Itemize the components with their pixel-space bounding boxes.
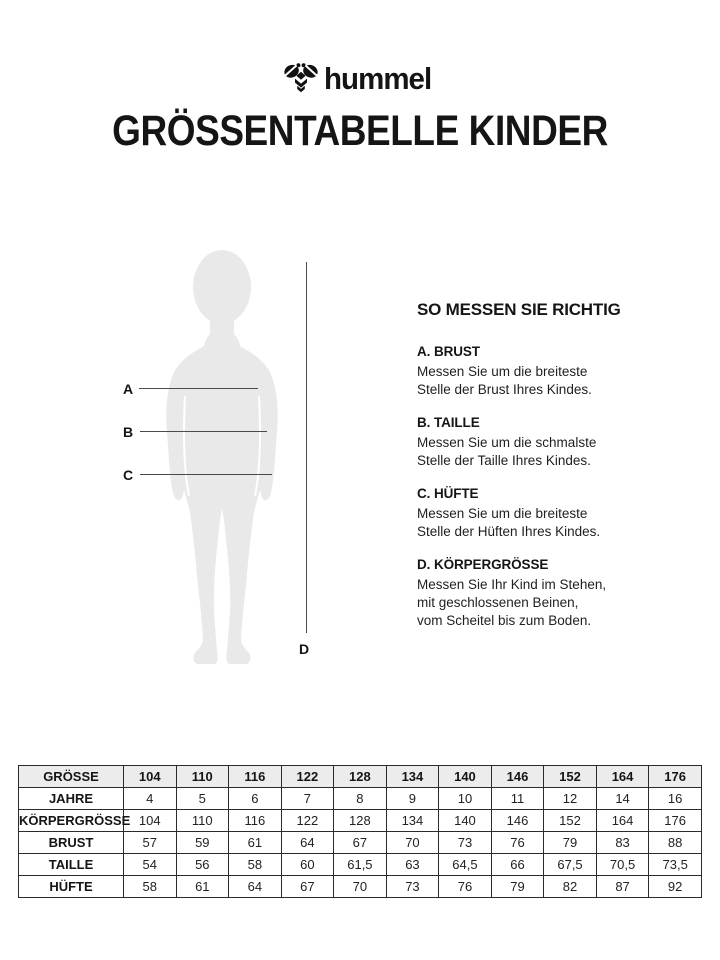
- instruction-line: Messen Sie Ihr Kind im Stehen,: [417, 577, 607, 592]
- size-table: [18, 765, 702, 898]
- child-silhouette-figure: [156, 246, 296, 675]
- instruction-item: [417, 344, 632, 399]
- table-row: [19, 876, 702, 898]
- size-cell: 7: [281, 788, 334, 810]
- size-cell: 82: [544, 876, 597, 898]
- size-cell: 152: [544, 810, 597, 832]
- size-cell: 6: [229, 788, 282, 810]
- size-cell: 64: [229, 876, 282, 898]
- size-cell: 110: [176, 766, 229, 788]
- size-cell: 110: [176, 810, 229, 832]
- size-cell: 146: [491, 810, 544, 832]
- size-cell: 134: [386, 810, 439, 832]
- size-cell: 70: [334, 876, 387, 898]
- size-cell: 61,5: [334, 854, 387, 876]
- size-cell: 73: [386, 876, 439, 898]
- size-cell: 122: [281, 810, 334, 832]
- size-cell: 66: [491, 854, 544, 876]
- size-cell: 8: [334, 788, 387, 810]
- size-cell: 76: [439, 876, 492, 898]
- marker-label-a: A: [123, 381, 134, 397]
- size-cell: 92: [649, 876, 702, 898]
- row-label: TAILLE: [19, 854, 124, 876]
- size-cell: 128: [334, 766, 387, 788]
- instructions-heading: SO MESSEN SIE RICHTIG: [417, 300, 621, 319]
- size-cell: 64: [281, 832, 334, 854]
- row-label: JAHRE: [19, 788, 124, 810]
- size-cell: 88: [649, 832, 702, 854]
- size-cell: 140: [439, 810, 492, 832]
- instruction-line: Messen Sie um die breiteste: [417, 364, 588, 379]
- size-cell: 176: [649, 766, 702, 788]
- size-cell: 12: [544, 788, 597, 810]
- size-cell: 60: [281, 854, 334, 876]
- height-measure-line: [306, 262, 307, 633]
- size-cell: 73: [439, 832, 492, 854]
- size-cell: 146: [491, 766, 544, 788]
- instruction-label: C. HÜFTE: [417, 486, 479, 501]
- size-cell: 61: [176, 876, 229, 898]
- instruction-item: [417, 415, 632, 470]
- size-cell: 83: [596, 832, 649, 854]
- size-cell: 9: [386, 788, 439, 810]
- table-row: [19, 854, 702, 876]
- size-cell: 5: [176, 788, 229, 810]
- instruction-item: [417, 557, 632, 630]
- instruction-line: Stelle der Brust Ihres Kindes.: [417, 382, 592, 397]
- size-cell: 61: [229, 832, 282, 854]
- marker-label-b: B: [123, 424, 134, 440]
- instruction-label: B. TAILLE: [417, 415, 480, 430]
- chest-measure-line: [139, 388, 258, 389]
- size-cell: 10: [439, 788, 492, 810]
- size-cell: 104: [124, 810, 177, 832]
- hip-measure-line: [140, 474, 272, 475]
- table-row: [19, 788, 702, 810]
- brand-wordmark: hummel: [323, 60, 431, 96]
- size-cell: 11: [491, 788, 544, 810]
- table-row: [19, 766, 702, 788]
- brand-logo: [0, 62, 720, 94]
- row-label: GRÖSSE: [19, 766, 124, 788]
- size-cell: 16: [649, 788, 702, 810]
- size-cell: 87: [596, 876, 649, 898]
- size-cell: 104: [124, 766, 177, 788]
- marker-label-d: D: [299, 641, 310, 657]
- size-cell: 76: [491, 832, 544, 854]
- size-cell: 56: [176, 854, 229, 876]
- size-cell: 128: [334, 810, 387, 832]
- size-cell: 116: [229, 810, 282, 832]
- marker-label-c: C: [123, 467, 134, 483]
- size-cell: 70: [386, 832, 439, 854]
- row-label: KÖRPERGRÖSSE: [19, 810, 124, 832]
- instruction-label: D. KÖRPERGRÖSSE: [417, 557, 549, 572]
- size-cell: 14: [596, 788, 649, 810]
- size-cell: 67,5: [544, 854, 597, 876]
- page-title: GRÖSSENTABELLE KINDER: [112, 107, 608, 155]
- instruction-line: Messen Sie um die schmalste: [417, 435, 597, 450]
- size-cell: 134: [386, 766, 439, 788]
- size-cell: 122: [281, 766, 334, 788]
- measuring-instructions: [417, 300, 632, 646]
- instruction-line: Stelle der Taille Ihres Kindes.: [417, 453, 591, 468]
- instruction-line: vom Scheitel bis zum Boden.: [417, 613, 592, 628]
- size-cell: 116: [229, 766, 282, 788]
- instruction-item: [417, 486, 632, 541]
- size-cell: 64,5: [439, 854, 492, 876]
- size-cell: 4: [124, 788, 177, 810]
- size-cell: 79: [544, 832, 597, 854]
- table-row: [19, 810, 702, 832]
- size-cell: 70,5: [596, 854, 649, 876]
- hummel-bee-icon: [284, 62, 318, 94]
- size-cell: 57: [124, 832, 177, 854]
- size-cell: 58: [124, 876, 177, 898]
- size-cell: 140: [439, 766, 492, 788]
- instruction-line: Stelle der Hüften Ihres Kindes.: [417, 524, 601, 539]
- size-cell: 54: [124, 854, 177, 876]
- size-cell: 164: [596, 810, 649, 832]
- size-cell: 73,5: [649, 854, 702, 876]
- size-cell: 59: [176, 832, 229, 854]
- row-label: BRUST: [19, 832, 124, 854]
- instructions-list: [417, 344, 632, 630]
- row-label: HÜFTE: [19, 876, 124, 898]
- instruction-label: A. BRUST: [417, 344, 480, 359]
- size-cell: 152: [544, 766, 597, 788]
- size-cell: 67: [334, 832, 387, 854]
- size-cell: 58: [229, 854, 282, 876]
- waist-measure-line: [140, 431, 267, 432]
- table-row: [19, 832, 702, 854]
- size-cell: 63: [386, 854, 439, 876]
- size-cell: 67: [281, 876, 334, 898]
- size-cell: 79: [491, 876, 544, 898]
- instruction-line: mit geschlossenen Beinen,: [417, 595, 579, 610]
- size-cell: 164: [596, 766, 649, 788]
- instruction-line: Messen Sie um die breiteste: [417, 506, 588, 521]
- size-cell: 176: [649, 810, 702, 832]
